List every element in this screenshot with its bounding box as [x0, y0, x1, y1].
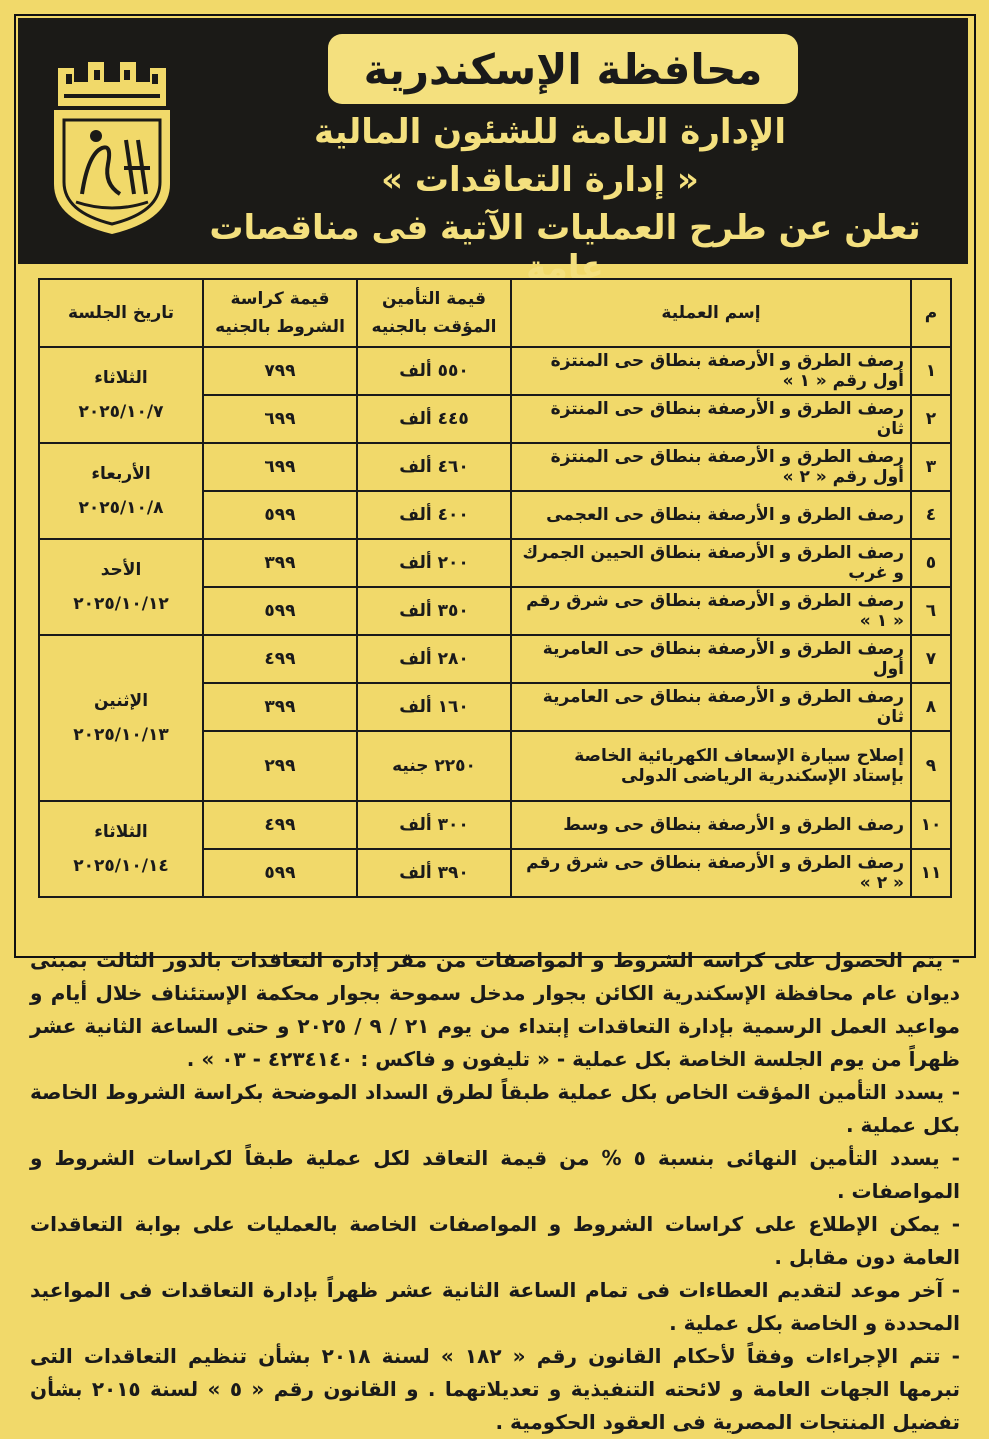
row-num: ٦: [911, 587, 951, 635]
row-num: ٤: [911, 491, 951, 539]
deposit-value: ٢٨٠ ألف: [357, 635, 511, 683]
booklet-value: ٥٩٩: [203, 849, 357, 897]
table-row: [39, 635, 951, 683]
deposit-value: ٢٠٠ ألف: [357, 539, 511, 587]
session-date: ٢٠٢٥/١٠/٧: [78, 402, 164, 422]
row-num: ١٠: [911, 801, 951, 849]
announcement-heading: تعلن عن طرح العمليات الآتية فى مناقصات عامة: [209, 208, 921, 288]
row-num: ٥: [911, 539, 951, 587]
operation-name: إصلاح سيارة الإسعاف الكهربائية الخاصة بإستاد الإسكندرية الرياضى الدولى: [511, 731, 911, 801]
operation-name: رصف الطرق و الأرصفة بنطاق حى العجمى: [511, 491, 911, 539]
operation-name: رصف الطرق و الأرصفة بنطاق حى العامرية ثان: [511, 683, 911, 731]
row-num: ٢: [911, 395, 951, 443]
session-cell: [39, 801, 203, 897]
deposit-value: ٤٠٠ ألف: [357, 491, 511, 539]
operation-name: رصف الطرق و الأرصفة بنطاق الحيين الجمرك و غرب: [511, 539, 911, 587]
operation-name: رصف الطرق و الأرصفة بنطاق حى شرق رقم « ١ »: [511, 587, 911, 635]
operation-name: رصف الطرق و الأرصفة بنطاق حى العامرية أول: [511, 635, 911, 683]
row-num: ٧: [911, 635, 951, 683]
session-cell: [39, 443, 203, 539]
note-paragraph: - يتم الحصول على كراسة الشروط و المواصفات من مقر إدارة التعاقدات بالدور الثالث بمبنى ديوان عام محافظة الإسكندرية الكائن بجوار مدخل سموحة بجوار محكمة الإستئناف خلال أيام و مواعيد العمل الرسمية بإدارة التعاقدات إبتداء من يوم ٢١ / ٩ / ٢٠٢٥ و حتى الساعة الثانية عشر ظهراً من يوم الجلسة الخاصة بكل عملية - « تليفون و فاكس : ٤٢٣٤١٤٠ - ٠٣ » .: [30, 948, 961, 1071]
col-header-num: م: [911, 279, 951, 347]
operation-name: رصف الطرق و الأرصفة بنطاق حى شرق رقم « ٢ »: [511, 849, 911, 897]
session-date: ٢٠٢٥/١٠/١٣: [73, 725, 169, 745]
session-cell: [39, 539, 203, 635]
table-row: [39, 539, 951, 587]
note-paragraph: - يسدد التأمين المؤقت الخاص بكل عملية طبقاً لطرق السداد الموضحة بكراسة الشروط الخاصة بكل عملية .: [30, 1080, 960, 1137]
col-header-booklet: قيمة كراسة الشروط بالجنيه: [203, 279, 357, 347]
governorate-title: محافظة الإسكندرية: [363, 44, 763, 94]
booklet-value: ٦٩٩: [203, 443, 357, 491]
deposit-value: ٤٤٥ ألف: [357, 395, 511, 443]
col-header-deposit: قيمة التأمين المؤقت بالجنيه: [357, 279, 511, 347]
booklet-value: ٧٩٩: [203, 347, 357, 395]
alexandria-coat-of-arms-emblem-icon: [36, 44, 188, 244]
operation-name: رصف الطرق و الأرصفة بنطاق حى المنتزة أول رقم « ٢ »: [511, 443, 911, 491]
booklet-value: ٦٩٩: [203, 395, 357, 443]
table-row: [39, 801, 951, 849]
row-num: ٣: [911, 443, 951, 491]
booklet-value: ٣٩٩: [203, 539, 357, 587]
operation-name: رصف الطرق و الأرصفة بنطاق حى المنتزة أول رقم « ١ »: [511, 347, 911, 395]
session-day: الأربعاء: [91, 464, 151, 484]
session-date: ٢٠٢٥/١٠/٨: [78, 498, 164, 518]
session-cell: [39, 347, 203, 443]
table-row: [39, 443, 951, 491]
deposit-value: ٣٠٠ ألف: [357, 801, 511, 849]
session-cell: [39, 635, 203, 801]
booklet-value: ٢٩٩: [203, 731, 357, 801]
session-day: الإثنين: [93, 691, 149, 711]
booklet-value: ٥٩٩: [203, 587, 357, 635]
note-paragraph: - تتم الإجراءات وفقاً لأحكام القانون رقم « ١٨٢ » لسنة ٢٠١٨ بشأن تنظيم التعاقدات التى تبرمها الجهات العامة و لائحته التنفيذية و تعديلاتهما . و القانون رقم « ٥ » لسنة ٢٠١٥ بشأن تفضيل المنتجات المصرية فى العقود الحكومية .: [30, 1344, 961, 1434]
row-num: ١: [911, 347, 951, 395]
col-header-session: تاريخ الجلسة: [39, 279, 203, 347]
row-num: ٨: [911, 683, 951, 731]
booklet-value: ٤٩٩: [203, 635, 357, 683]
deposit-value: ٢٢٥٠ جنيه: [357, 731, 511, 801]
row-num: ١١: [911, 849, 951, 897]
deposit-value: ١٦٠ ألف: [357, 683, 511, 731]
session-day: الثلاثاء: [94, 368, 148, 388]
note-paragraph: - يمكن الإطلاع على كراسات الشروط و المواصفات الخاصة بالعمليات على بوابة التعاقدات العامة دون مقابل .: [30, 1212, 960, 1269]
department-heading: الإدارة العامة للشئون المالية: [314, 112, 786, 152]
tenders-table: [38, 278, 952, 898]
session-day: الأحد: [100, 560, 142, 580]
notes-section: [30, 944, 960, 1439]
booklet-value: ٥٩٩: [203, 491, 357, 539]
governorate-title-box: [328, 34, 798, 104]
deposit-value: ٤٦٠ ألف: [357, 443, 511, 491]
note-paragraph: - يسدد التأمين النهائى بنسبة ٥ % من قيمة التعاقد لكل عملية طبقاً لكراسات الشروط و المواصفات .: [30, 1146, 960, 1203]
deposit-value: ٥٥٠ ألف: [357, 347, 511, 395]
section-heading: « إدارة التعاقدات »: [381, 160, 699, 200]
col-header-name: إسم العملية: [511, 279, 911, 347]
operation-name: رصف الطرق و الأرصفة بنطاق حى وسط: [511, 801, 911, 849]
booklet-value: ٣٩٩: [203, 683, 357, 731]
table-row: [39, 347, 951, 395]
note-paragraph: - آخر موعد لتقديم العطاءات فى تمام الساعة الثانية عشر ظهراً بإدارة التعاقدات فى المواعيد المحددة و الخاصة بكل عملية .: [30, 1278, 960, 1335]
deposit-value: ٣٥٠ ألف: [357, 587, 511, 635]
session-date: ٢٠٢٥/١٠/١٢: [73, 594, 169, 614]
session-date: ٢٠٢٥/١٠/١٤: [73, 856, 169, 876]
operation-name: رصف الطرق و الأرصفة بنطاق حى المنتزة ثان: [511, 395, 911, 443]
booklet-value: ٤٩٩: [203, 801, 357, 849]
deposit-value: ٣٩٠ ألف: [357, 849, 511, 897]
session-day: الثلاثاء: [94, 822, 148, 842]
row-num: ٩: [911, 731, 951, 801]
